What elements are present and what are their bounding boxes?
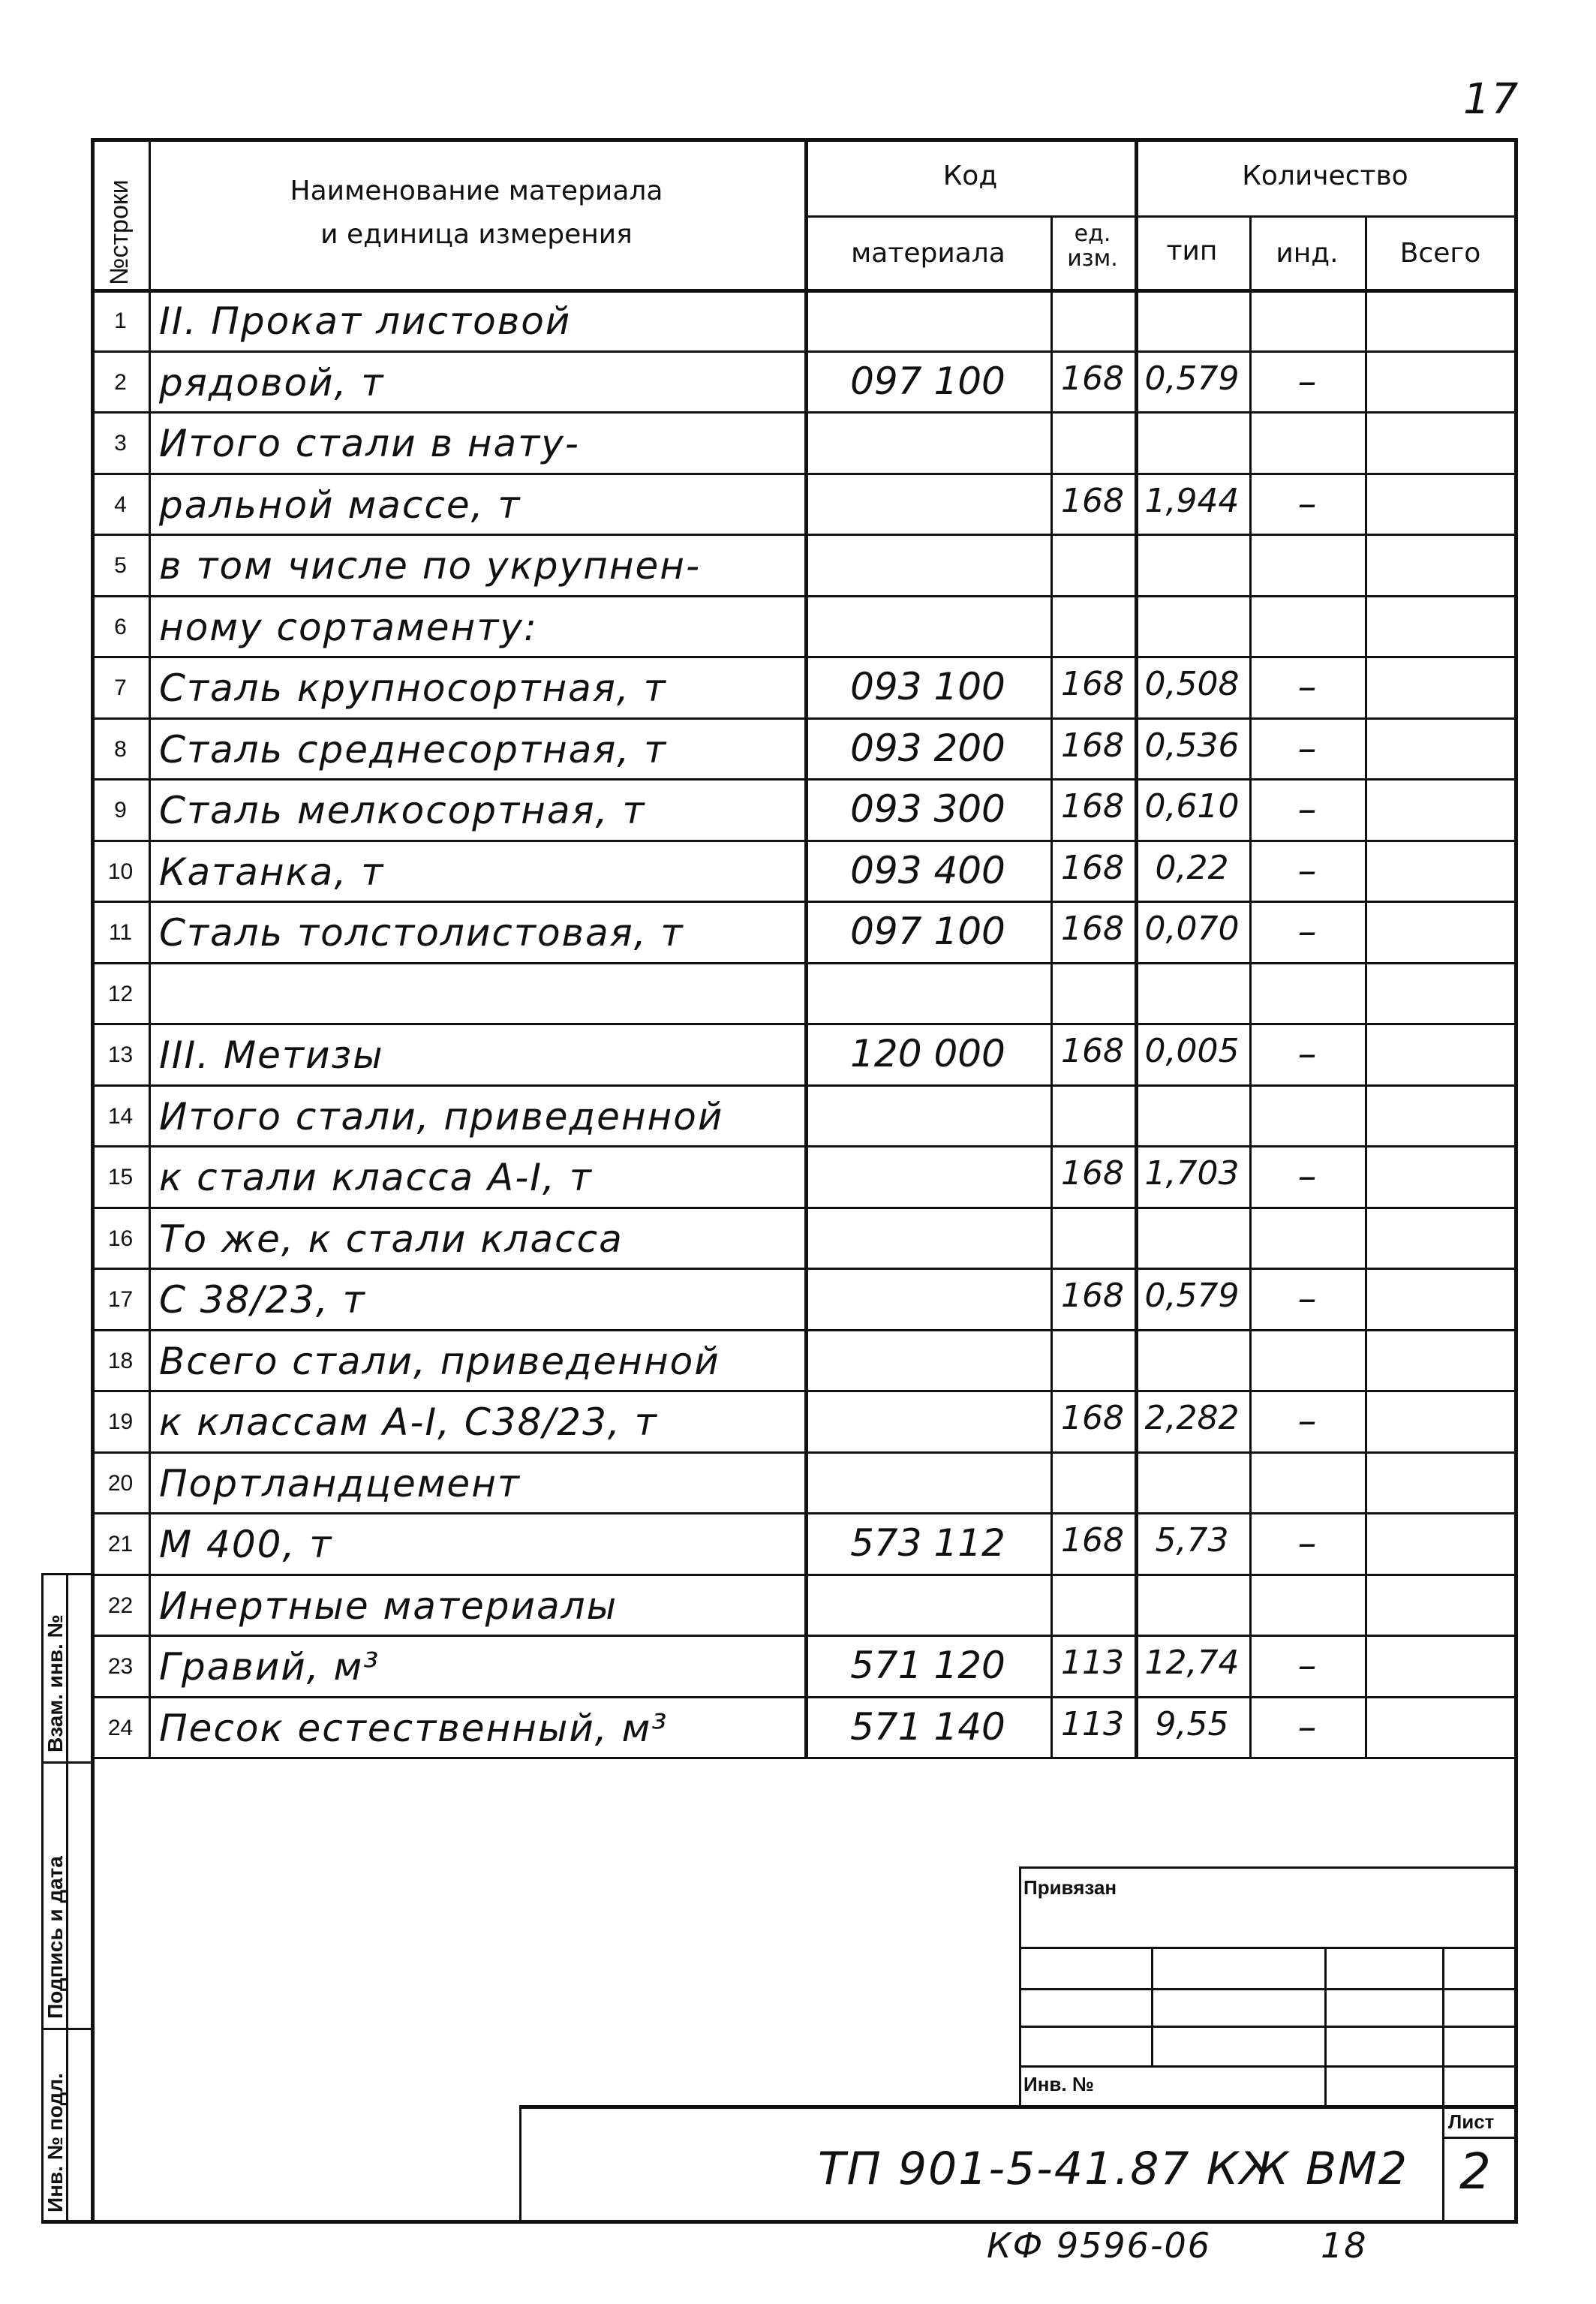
material-code: 097 100 xyxy=(850,359,1005,403)
material-name: Катанка, т xyxy=(159,850,385,894)
unit-code: 168 xyxy=(1061,1032,1124,1070)
row-divider xyxy=(92,901,1518,903)
material-code: 573 112 xyxy=(850,1521,1005,1565)
row-divider xyxy=(92,840,1518,842)
material-code: 093 400 xyxy=(850,848,1005,892)
quantity-ind: – xyxy=(1297,359,1317,403)
row-number: 17 xyxy=(107,1287,134,1312)
row-divider xyxy=(92,1451,1518,1454)
unit-code: 113 xyxy=(1061,1704,1124,1743)
quantity-type: 5,73 xyxy=(1155,1521,1229,1560)
quantity-ind: – xyxy=(1297,1521,1317,1565)
quantity-ind: – xyxy=(1297,787,1317,831)
material-name: Песок естественный, м³ xyxy=(159,1706,669,1750)
quantity-type: 1,703 xyxy=(1144,1154,1240,1193)
row-number: 21 xyxy=(107,1532,134,1557)
header-name-line1: Наименование материала xyxy=(290,176,663,206)
quantity-type: 0,610 xyxy=(1144,787,1240,826)
material-name: Всего стали, приведенной xyxy=(159,1339,720,1383)
page-number: 17 xyxy=(1463,75,1520,124)
material-name: То же, к стали класса xyxy=(159,1217,624,1261)
quantity-type: 0,22 xyxy=(1155,848,1229,887)
row-divider xyxy=(92,778,1518,781)
side-orig-inv: Инв. № подл. xyxy=(44,2073,67,2212)
header-quantity: Количество xyxy=(1242,161,1408,191)
unit-code: 168 xyxy=(1061,726,1124,765)
row-divider xyxy=(92,1390,1518,1392)
material-name: к стали класса А-I, т xyxy=(159,1156,593,1199)
row-number: 23 xyxy=(107,1654,134,1679)
material-name: Сталь среднесортная, т xyxy=(159,727,668,772)
material-name: Инертные материалы xyxy=(159,1584,618,1628)
row-number: 4 xyxy=(114,492,127,517)
stamp-sheet-label: Лист xyxy=(1448,2110,1495,2133)
quantity-ind: – xyxy=(1297,665,1317,708)
material-name: в том числе по укрупнен- xyxy=(159,544,701,588)
row-divider xyxy=(92,1635,1518,1637)
side-signature-date: Подпись и дата xyxy=(44,1856,67,2019)
row-number: 11 xyxy=(108,920,133,945)
material-code: 093 300 xyxy=(850,787,1005,831)
unit-code: 168 xyxy=(1061,848,1124,887)
material-code: 093 200 xyxy=(850,726,1005,770)
quantity-type: 0,579 xyxy=(1144,1277,1240,1315)
quantity-type: 0,508 xyxy=(1144,665,1240,703)
row-divider xyxy=(92,1574,1518,1576)
header-name xyxy=(149,176,804,249)
material-name: Итого стали, приведенной xyxy=(159,1094,724,1138)
header-unit-line2: изм. xyxy=(1067,245,1118,272)
material-name: рядовой, т xyxy=(159,360,385,405)
unit-code: 113 xyxy=(1061,1644,1124,1682)
quantity-type: 0,536 xyxy=(1144,726,1240,765)
quantity-ind: – xyxy=(1297,848,1317,892)
row-number: 20 xyxy=(107,1470,134,1496)
row-divider xyxy=(92,1084,1518,1087)
row-number: 1 xyxy=(114,308,127,333)
row-divider xyxy=(92,473,1518,475)
unit-code: 168 xyxy=(1061,481,1124,520)
stamp-bound-label: Привязан xyxy=(1023,1876,1117,1899)
row-number: 8 xyxy=(114,736,127,762)
material-name: ному сортаменту: xyxy=(159,605,538,649)
quantity-type: 2,282 xyxy=(1144,1399,1240,1437)
quantity-ind: – xyxy=(1297,1277,1317,1320)
row-divider xyxy=(92,350,1518,353)
quantity-type: 0,070 xyxy=(1144,910,1240,948)
quantity-type: 0,005 xyxy=(1144,1032,1240,1070)
row-number: 12 xyxy=(107,981,134,1006)
row-number: 13 xyxy=(107,1042,134,1067)
quantity-ind: – xyxy=(1297,1399,1317,1442)
stamp-designation: ТП 901-5-41.87 КЖ ВМ2 xyxy=(818,2143,1409,2195)
archive-page: 18 xyxy=(1321,2225,1368,2266)
header-ind: инд. xyxy=(1276,238,1339,269)
material-name: III. Метизы xyxy=(159,1033,384,1077)
material-name: к классам А-I, С38/23, т xyxy=(159,1400,658,1444)
material-name: М 400, т xyxy=(159,1523,333,1566)
row-divider xyxy=(92,1696,1518,1698)
material-code: 097 100 xyxy=(850,910,1005,953)
row-number: 3 xyxy=(114,431,127,456)
header-code: Код xyxy=(942,161,998,191)
row-number: 14 xyxy=(107,1103,134,1129)
unit-code: 168 xyxy=(1061,1521,1124,1560)
row-number: 5 xyxy=(114,553,127,578)
row-number: 22 xyxy=(107,1593,134,1618)
quantity-ind: – xyxy=(1297,726,1317,770)
row-divider xyxy=(92,1145,1518,1147)
row-divider xyxy=(92,656,1518,658)
row-number: 6 xyxy=(114,614,127,639)
row-number: 15 xyxy=(107,1165,134,1190)
row-divider xyxy=(92,717,1518,720)
row-divider xyxy=(92,1268,1518,1270)
stamp-inv-label: Инв. № xyxy=(1023,2073,1094,2095)
row-divider xyxy=(92,595,1518,597)
row-divider xyxy=(92,1329,1518,1331)
row-number: 18 xyxy=(107,1348,134,1373)
unit-code: 168 xyxy=(1061,1277,1124,1315)
material-name: Сталь толстолистовая, т xyxy=(159,911,684,955)
row-divider xyxy=(92,534,1518,536)
unit-code: 168 xyxy=(1061,1154,1124,1193)
quantity-ind: – xyxy=(1297,481,1317,525)
quantity-type: 9,55 xyxy=(1155,1704,1229,1743)
quantity-type: 12,74 xyxy=(1144,1644,1240,1682)
material-code: 120 000 xyxy=(850,1032,1005,1075)
row-number: 9 xyxy=(114,798,127,823)
unit-code: 168 xyxy=(1061,910,1124,948)
unit-code: 168 xyxy=(1061,665,1124,703)
row-number: 10 xyxy=(107,859,134,884)
header-unit-line1: ед. xyxy=(1074,221,1111,247)
material-name: II. Прокат листовой xyxy=(159,299,572,343)
unit-code: 168 xyxy=(1061,1399,1124,1437)
quantity-ind: – xyxy=(1297,1644,1317,1687)
archive-code: КФ 9596-06 xyxy=(987,2225,1212,2266)
row-divider xyxy=(92,1207,1518,1209)
row-divider xyxy=(92,1023,1518,1025)
row-number: 24 xyxy=(107,1715,134,1740)
row-divider xyxy=(92,1757,1518,1759)
material-code: 571 120 xyxy=(850,1644,1005,1687)
header-name-line2: и единица измерения xyxy=(320,218,633,250)
row-divider xyxy=(92,962,1518,964)
material-name: Сталь крупносортная, т xyxy=(159,666,667,710)
quantity-ind: – xyxy=(1297,1154,1317,1198)
quantity-ind: – xyxy=(1297,1704,1317,1749)
quantity-type: 1,944 xyxy=(1144,481,1240,520)
material-name: ральной массе, т xyxy=(159,483,521,527)
quantity-type: 0,579 xyxy=(1144,359,1240,398)
header-type: тип xyxy=(1166,236,1218,266)
material-name: Итого стали в нату- xyxy=(159,422,580,465)
quantity-ind: – xyxy=(1297,910,1317,953)
side-replace-inv: Взам. инв. № xyxy=(44,1614,67,1752)
quantity-ind: – xyxy=(1297,1032,1317,1075)
row-number: 7 xyxy=(114,675,127,700)
material-name: С 38/23, т xyxy=(159,1278,366,1322)
row-number: 16 xyxy=(107,1226,134,1251)
header-material: материала xyxy=(851,238,1005,269)
header-total: Всего xyxy=(1399,238,1481,269)
row-number: 2 xyxy=(114,369,127,395)
material-code: 571 140 xyxy=(850,1704,1005,1749)
row-divider xyxy=(92,1512,1518,1514)
material-name: Гравий, м³ xyxy=(159,1645,380,1689)
row-divider xyxy=(92,411,1518,414)
material-name: Портландцемент xyxy=(159,1461,521,1505)
row-number: 19 xyxy=(107,1409,134,1434)
unit-code: 168 xyxy=(1061,787,1124,826)
material-name: Сталь мелкосортная, т xyxy=(159,789,646,832)
header-row-number: №строки xyxy=(105,179,134,285)
header-unit xyxy=(1050,221,1135,271)
material-code: 093 100 xyxy=(850,665,1005,708)
stamp-sheet-number: 2 xyxy=(1459,2143,1492,2200)
unit-code: 168 xyxy=(1061,359,1124,398)
